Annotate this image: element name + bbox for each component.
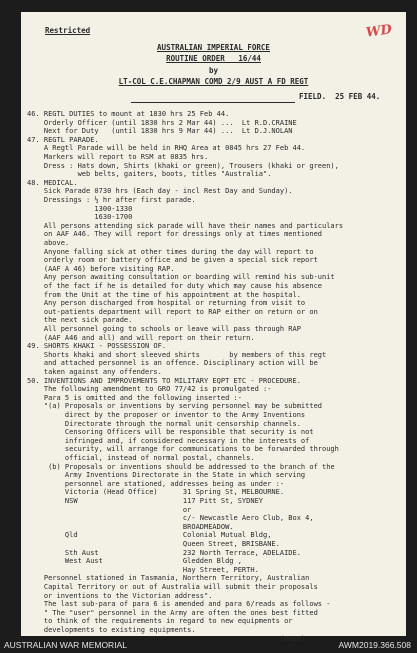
body-line: Orderly Officer (until 1830 hrs 2 Mar 44) ... Lt R.D.CRAINE xyxy=(27,118,297,127)
body-line: (AAF A46 and all) and will report on their return. xyxy=(27,333,255,342)
classification-label: Restricted xyxy=(45,26,91,35)
body-line: infringed and, if considered necessary in the interests of xyxy=(27,436,310,445)
body-line: and attached personnel is an offence. Disciplinary action will be xyxy=(27,359,318,368)
handwritten-annotation: WD xyxy=(365,22,393,41)
body-line: All personnel going to schools or leave will pass through RAP xyxy=(27,325,301,333)
body-line: the next sick parade. xyxy=(27,316,133,325)
body-line: Shorts khaki and short sleeved shirts by members of this regt xyxy=(27,350,327,359)
body-line: 47. REGTL PARADE. xyxy=(27,135,99,144)
body-line: The last sub-para of para 6 is amended and para 6/reads as follows - xyxy=(27,600,331,609)
body-line: Personnel stationed in Tasmania, Northern Territory, Australian xyxy=(27,574,310,583)
body-line: on AAF A46. They will report for dressings only at times mentioned xyxy=(27,230,323,239)
body-line: Capital Territory or out of Australia will submit their proposals xyxy=(27,583,318,591)
body-line: Army Inventions Directorate in the State in which serving xyxy=(27,471,306,480)
body-line: 46. REGTL DUTIES to mount at 1830 hrs 25 Feb 44. xyxy=(27,110,230,118)
body-line: c/- Newcastle Aero Club, Box 4, xyxy=(27,514,314,523)
body-line: 48. MEDICAL. xyxy=(27,178,78,187)
body-line: 1300-1330 xyxy=(27,204,133,213)
body-line: (b) Proposals or inventions should be addressed to the branch of the xyxy=(27,462,335,471)
body-line: 49. SHORTS KHAKI - POSSESSION OF. xyxy=(27,342,167,351)
body-line: developments to existing equipments. xyxy=(27,626,196,634)
body-line: Censoring Officers will be responsible that security is not xyxy=(27,428,314,437)
body-line: Next for Duty (until 1830 hrs 9 Mar 44) ... Lt D.J.NOLAN xyxy=(27,127,293,136)
body-line: Para 5 is omitted and the following inserted :- xyxy=(27,393,242,402)
body-line: West Aust Gledden Bldg , xyxy=(27,557,242,566)
body-line: out-patients department will report to RAP either on return or on xyxy=(27,307,318,316)
header-line-4: LT-COL C.E.CHAPMAN COMD 2/9 AUST A FD REGT xyxy=(118,77,309,86)
body-line: or inventions to the Victorian address". xyxy=(27,591,213,600)
body-line: "(a) Proposals or inventions by serving personnel may be submitted xyxy=(27,402,323,411)
body-line: A Regtl Parade will be held in RHQ Area at 0845 hrs 27 Feb 44. xyxy=(27,144,306,153)
header-line-1: AUSTRALIAN IMPERIAL FORCE xyxy=(157,43,270,52)
body-line: BROADMEADOW. xyxy=(27,522,234,531)
body-line: " The "user" personnel in the Army are often the ones best fitted xyxy=(27,608,318,617)
footer-institution: AUSTRALIAN WAR MEMORIAL xyxy=(4,640,127,650)
body-line: security, will arrange for communications to be forwarded through xyxy=(27,445,339,454)
header-line-3: by xyxy=(208,66,219,75)
body-line: to think of the requirements in regard to new equipments or xyxy=(27,617,293,626)
body-line: 50. INVENTIONS AND IMPROVEMENTS TO MILITARY EQPT ETC - PROCEDURE. xyxy=(27,376,301,385)
body-line: taken against any offenders. xyxy=(27,368,162,376)
body-line: Sick Parade 0730 hrs (Each day - incl Rest Day and Sunday). xyxy=(27,187,293,196)
body-line: Qld Colonial Mutual Bldg, xyxy=(27,531,272,540)
field-date: FIELD. 25 FEB 44. xyxy=(299,92,381,101)
body-line: Hay Street, PERTH. xyxy=(27,565,259,574)
body-line: orderly room or battery office and be given a special sick report xyxy=(27,256,318,265)
header-line-2: ROUTINE ORDER 16/44 xyxy=(166,54,261,63)
body-line: Dress : Hats down, Shirts (khaki or green), Trousers (khaki or green), xyxy=(27,161,339,170)
body-line: (AAF A 46) before visiting RAP. xyxy=(27,264,175,273)
body-line: Any person awaiting consultation or boarding will remind his sub-unit xyxy=(27,273,335,282)
body-line: (OVER) xyxy=(27,634,306,643)
body-line: from the Unit at the time of his appointment at the hospital. xyxy=(27,290,301,299)
body-line: personnel are stationed, addresses being as under :- xyxy=(27,479,285,488)
body-line: or xyxy=(27,505,192,514)
body-line: Queen Street, BRISBANE. xyxy=(27,540,280,548)
body-line: official, instead of normal postal, channels. xyxy=(27,454,255,462)
body-line: Dressings : ½ hr after first parade. xyxy=(27,196,196,204)
body-line: above. xyxy=(27,239,70,247)
document-page xyxy=(21,12,406,643)
body-line: Any person discharged from hospital or returning from visit to xyxy=(27,299,306,308)
body-line: Markers will report to RSM at 0835 hrs. xyxy=(27,153,209,161)
body-line: Directorate through the normal unit censorship channels. xyxy=(27,419,301,428)
body-line: direct by the proposer or inventor to the Army Inventions xyxy=(27,411,306,419)
body-line: web belts, gaiters, boots, titles "Australia". xyxy=(27,170,272,179)
body-line: The following amendment to GRO 77/42 is promulgated :- xyxy=(27,385,272,394)
body-line: Sth Aust 232 North Terrace, ADELAIDE. xyxy=(27,548,301,557)
body-line: Victoria (Head Office) 31 Spring St, MELBOURNE. xyxy=(27,488,285,497)
body-line: NSW 117 Pitt St, SYDNEY xyxy=(27,497,264,505)
body-line: All persons attending sick parade will have their names and particulars xyxy=(27,221,344,230)
header-divider xyxy=(131,102,295,103)
body-line: 1630-1700 xyxy=(27,213,133,222)
body-line: Anyone falling sick at other times during the day will report to xyxy=(27,247,314,256)
body-line: of the fact if he is detailed for duty which may cause his absence xyxy=(27,282,323,290)
footer-accession-number: AWM2019.366.508 xyxy=(338,640,411,650)
